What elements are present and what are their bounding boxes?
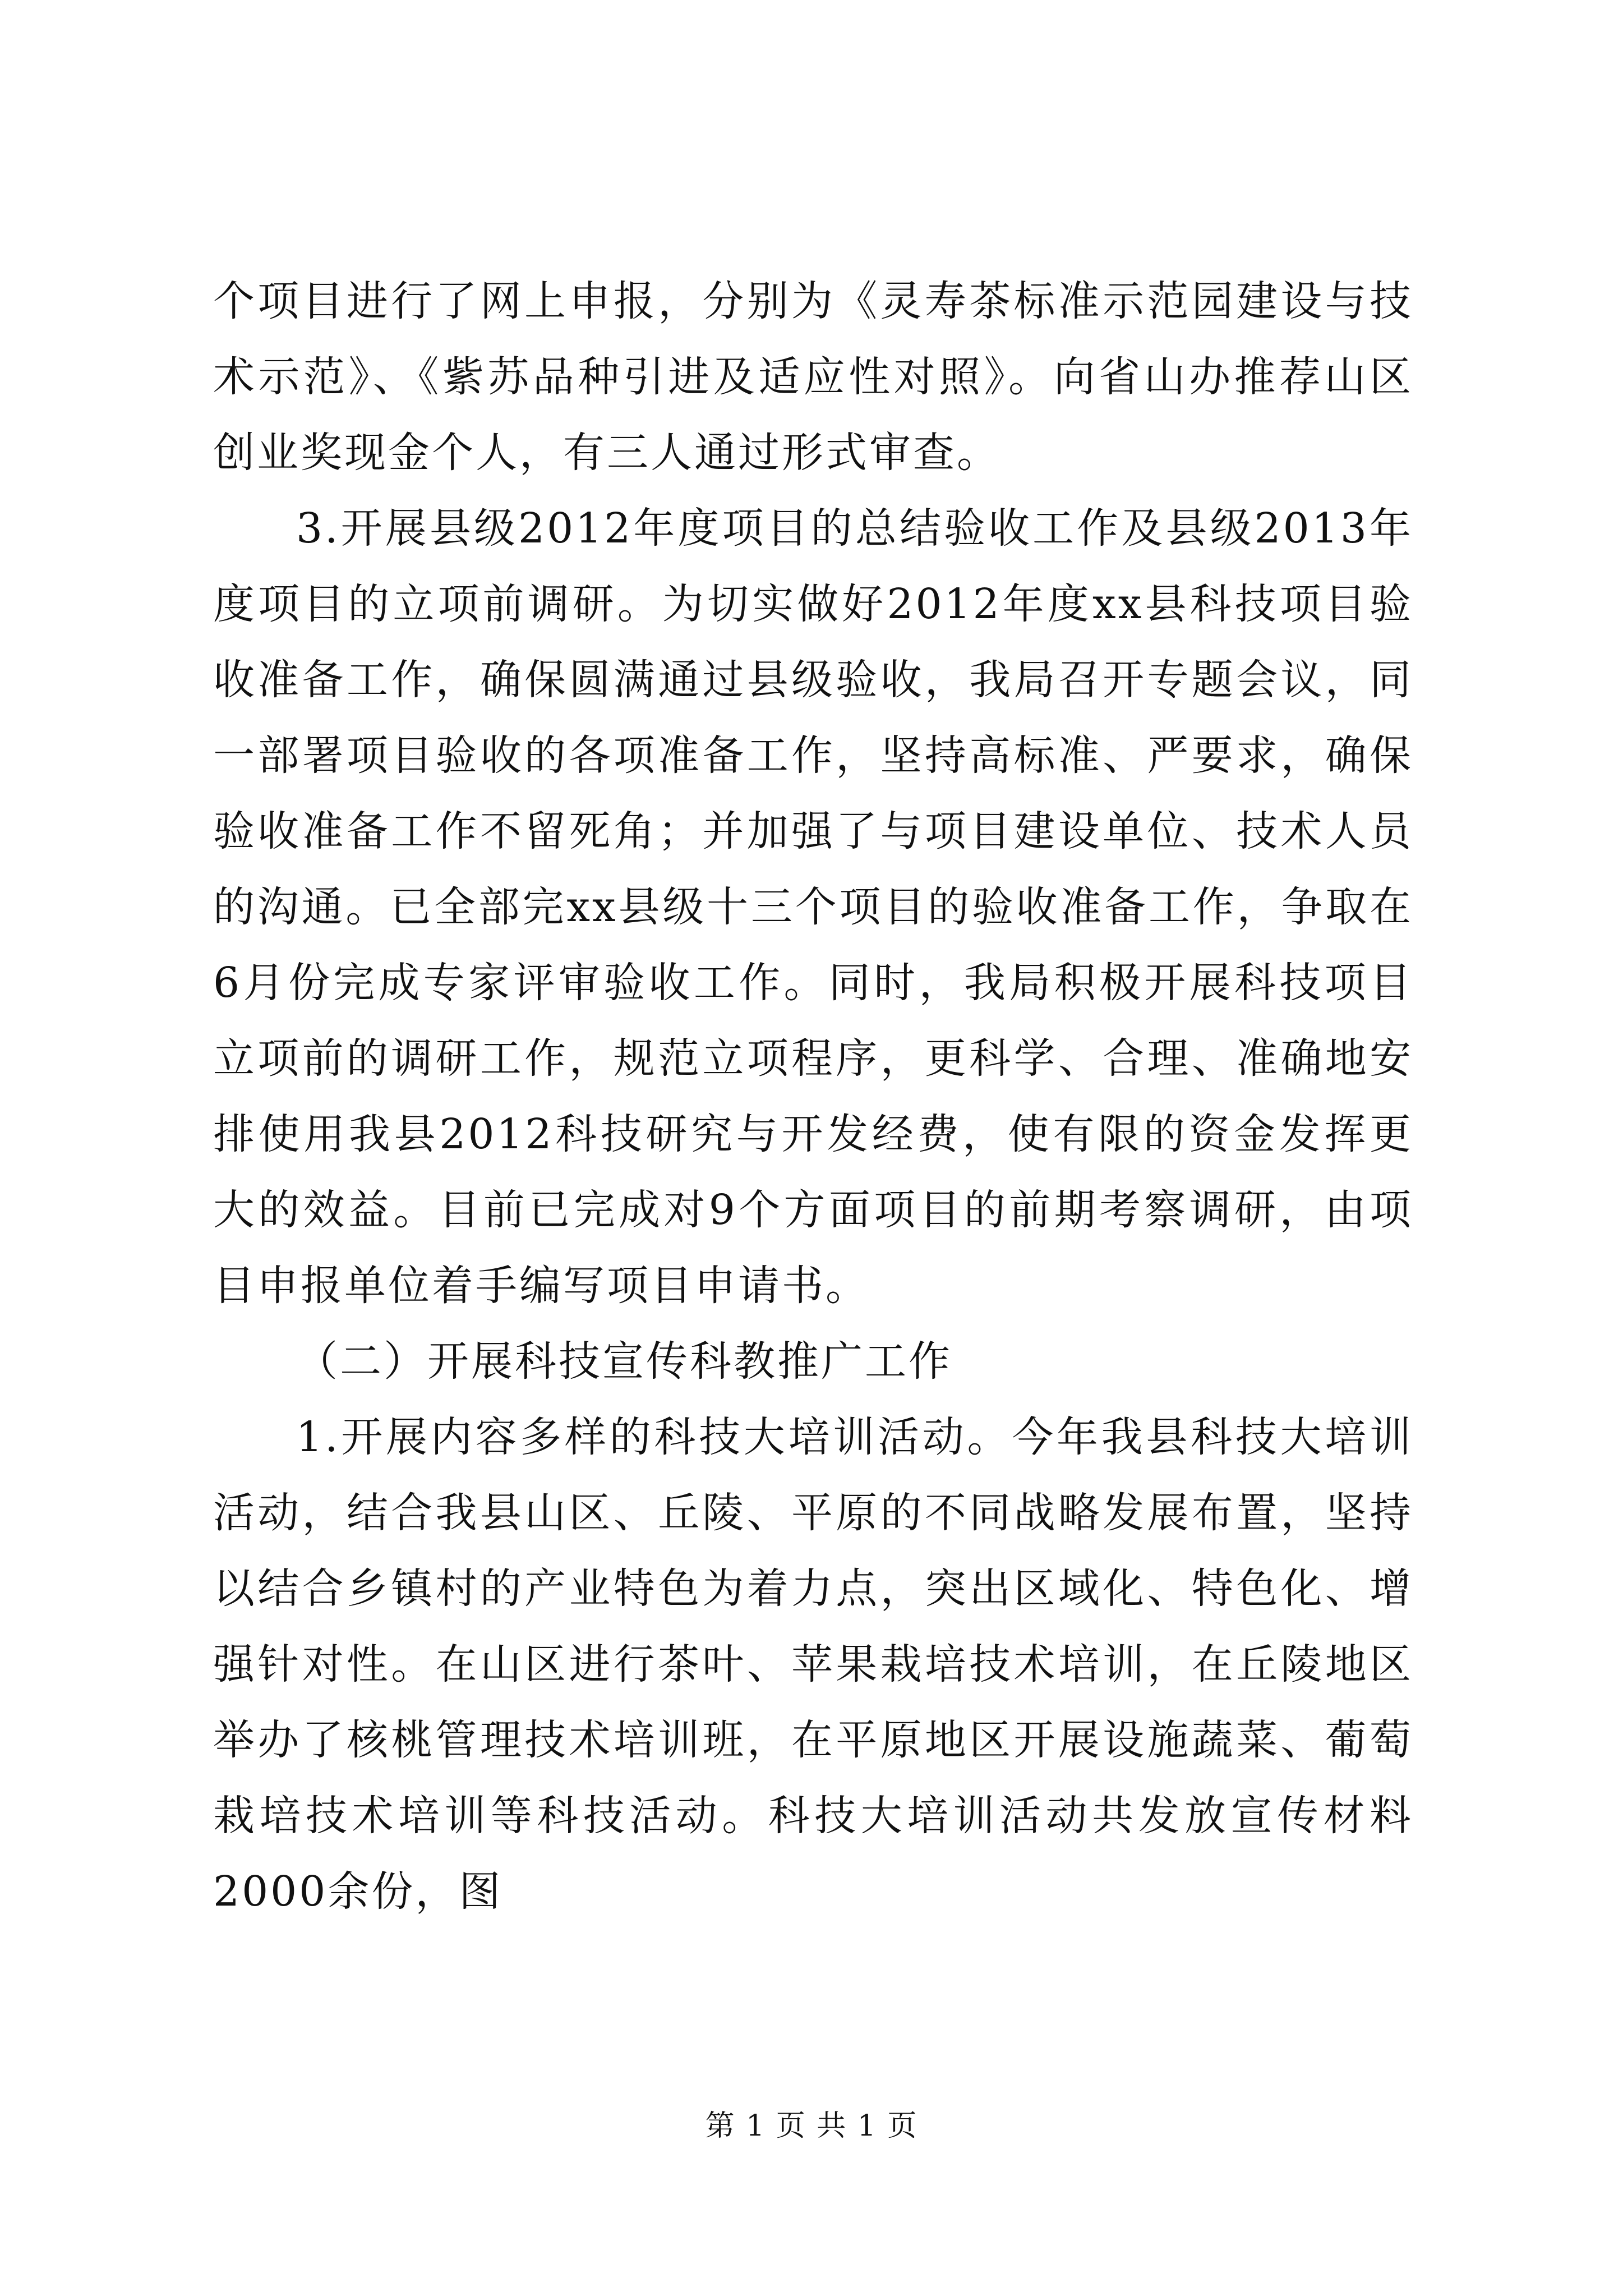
paragraph-project-application: 个项目进行了网上申报，分别为《灵寿茶标准示范园建设与技术示范》、《紫苏品种引进及适应性对照》。向省山办推荐山区创业奖现金个人，有三人通过形式审查。	[213, 277, 1413, 477]
paragraph-training-activities: 1.开展内容多样的科技大培训活动。今年我县科技大培训活动，结合我县山区、丘陵、平原的不同战略发展布置，坚持以结合乡镇村的产业特色为着力点，突出区域化、特色化、增强针对性。在山区进行茶叶、苹果栽培技术培训，在丘陵地区举办了核桃管理技术培训班，在平原地区开展设施蔬菜、葡萄栽培技术培训等科技活动。科技大培训活动共发放宣传材料2000余份，图	[213, 1413, 1413, 1916]
paragraph-project-acceptance: 3.开展县级2012年度项目的总结验收工作及县级2013年度项目的立项前调研。为切实做好2012年度xx县科技项目验收准备工作，确保圆满通过县级验收，我局召开专题会议，同一部署项目验收的各项准备工作，坚持高标准、严要求，确保验收准备工作不留死角；并加强了与项目建设单位、技术人员的沟通。已全部完xx县级十三个项目的验收准备工作，争取在6月份完成专家评审验收工作。同时，我局积极开展科技项目立项前的调研工作，规范立项程序，更科学、合理、准确地安排使用我县2012科技研究与开发经费，使有限的资金发挥更大的效益。目前已完成对9个方面项目的前期考察调研，由项目申报单位着手编写项目申请书。	[213, 504, 1413, 1310]
page-number-label: 第 1 页 共 1 页	[705, 2109, 918, 2143]
section-heading-promotion: （二）开展科技宣传科教推广工作	[296, 1337, 952, 1386]
page-footer	[0, 2106, 1623, 2146]
document-body	[213, 264, 1413, 1930]
